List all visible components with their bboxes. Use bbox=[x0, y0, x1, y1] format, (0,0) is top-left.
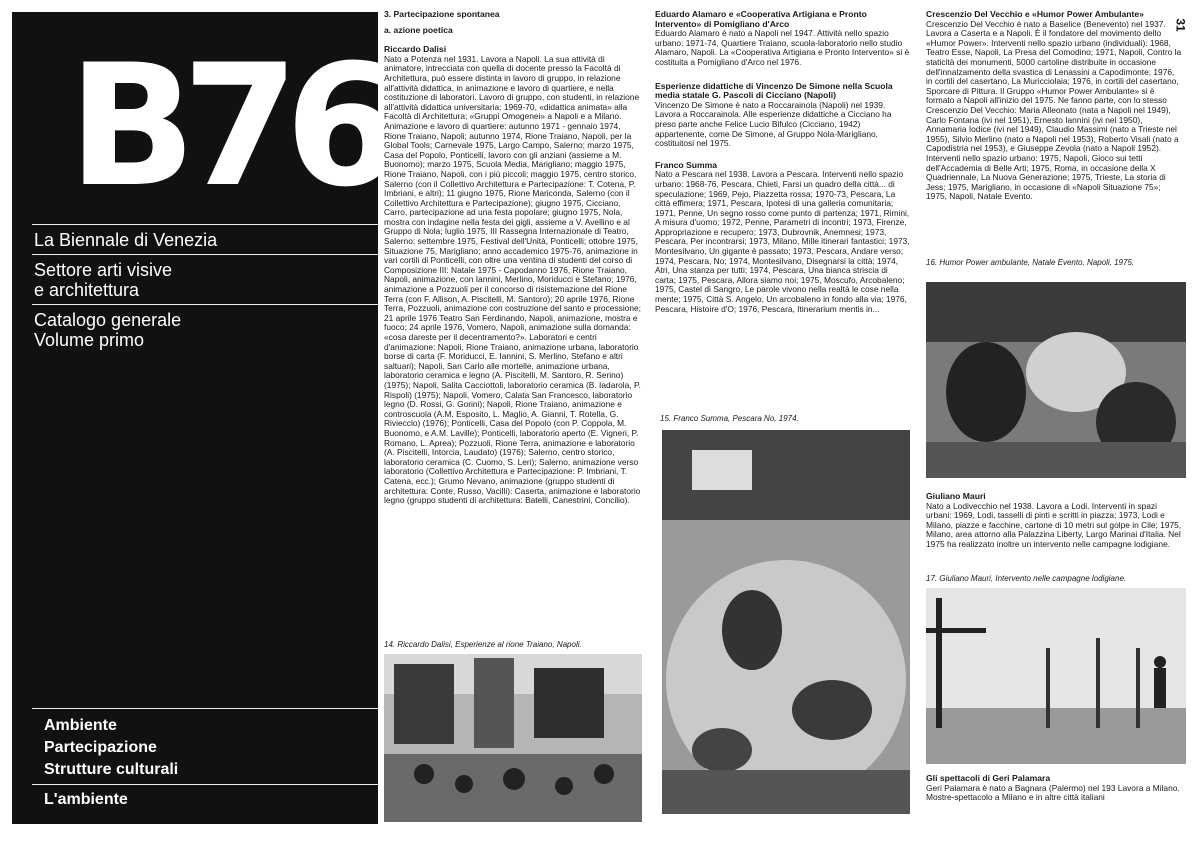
cover-bottom-4: L'ambiente bbox=[44, 791, 128, 808]
heading-palamara: Gli spettacoli di Geri Palamara bbox=[926, 774, 1051, 783]
logo-text: B76 bbox=[68, 28, 388, 224]
page-number: 31 bbox=[1173, 18, 1188, 32]
caption-15 bbox=[660, 414, 910, 423]
divider bbox=[32, 784, 378, 785]
figure-caption: 15. Franco Summa, Pescara No, 1974. bbox=[660, 414, 799, 423]
text-de-simone: Vincenzo De Simone è nato a Roccarainola (Napoli) nel 1939. Lavora a Roccarainola. Alle esperienze didattiche a Cicciano ha preso parte anche Felice Lucio Bifulco (Cicciano, 1942) appartenente, come De Simone, al Gruppo Nola-Marigliano, costituitosi nel 1975. bbox=[655, 99, 892, 149]
caption-17 bbox=[926, 574, 1182, 583]
cover-bottom-2: Partecipazione bbox=[44, 739, 157, 756]
column-3-mauri bbox=[926, 492, 1182, 550]
artist-name: Riccardo Dalisi bbox=[384, 44, 447, 55]
text-alamaro: Eduardo Alamaro è nato a Napoli nel 1947. Attività nello spazio urbano: 1971-74, Quartiere Traiano, scuola-laboratorio nello studio Alamaro, Napoli. La «Cooperativa Artigiana e Pronto Intervento» si è costituita a Pomigliano d'Arco nel 1976. bbox=[655, 28, 910, 67]
heading-summa: Franco Summa bbox=[655, 159, 718, 170]
heading-de-simone: Esperienze didattiche di Vincenzo De Simone nella Scuola media statale G. Pascoli di Cicciano (Napoli) bbox=[655, 80, 893, 101]
photo-17 bbox=[926, 588, 1186, 764]
heading-del-vecchio: Crescenzio Del Vecchio e «Humor Power Ambulante» bbox=[926, 10, 1144, 19]
cover-line-3: e architettura bbox=[34, 280, 140, 300]
divider bbox=[32, 304, 378, 305]
photo-15 bbox=[662, 430, 910, 814]
figure-caption: 17. Giuliano Mauri, Intervento nelle campagne lodigiane. bbox=[926, 574, 1127, 583]
cover-line-4: Catalogo generale bbox=[34, 310, 182, 330]
cover-line-2: Settore arti visive bbox=[34, 260, 173, 280]
caption-16 bbox=[926, 258, 1182, 267]
cover-bottom-1: Ambiente bbox=[44, 717, 117, 734]
artist-bio: Nato a Potenza nel 1931. Lavora a Napoli. La sua attività di animatore, intrecciata con quella di docente presso la Facoltà di Architettura, può essere distinta in lavoro di gruppo, in relazione all'attività didattica, in animazione e lavoro di quartiere, e nella costituzione di laboratori. Lavoro di gruppo, con studenti, in relazione all'attività didattica universitaria: 1969-70, «didattica animata» alla Facoltà di Architettura; «Gruppi Omogenei» a Napoli e a Milano. Animazione e lavoro di quartiere: autunno 1971 - gennaio 1974, Rione Traiano, Napoli; autunno 1974, Rione Traiano, Napoli, per la Global Tools; Carnevale 1975, Largo Campo, Salerno; marzo 1975, Casa del Popolo, Ponticelli, lavoro con gli anziani (assieme a M. Buonomo); marzo 1975, Scuola Media, Marigliano; maggio 1975, Rione Traiano, Napoli, con i più piccoli; maggio 1975, centro storico, Salerno (con il Collettivo Architettura e Partecipazione: T. Cotena, P. Imbriani, e altri); 11 giugno 1975, Rione Mariconda, Salerno (con il Collettivo Architettura e Partecipazione); giugno 1975, Cicciano, Carro, partecipazione ad una festa popolare; giugno 1975, Nola, mostra con indagine nella festa dei gigli, assieme a V. Avellino e al Gruppo di Nola; luglio 1975, III Rassegna Internazionale di Teatro, Salerno; settembre 1975, Festival dell'Unità, Ponticelli; ottobre 1975, Situazione 75, Marigliano; anno accademico 1975-76, animazione in vari cortili di Ponticelli, con oltre una ventina di studenti del corso di Composizione III: Natale 1975 - Capodanno 1976, Rione Traiano, Napoli, animazione, con Iannini, Merlino, Moriducci e Stefano; 1976, animazione a Pozzuoli per il concorso di risistemazione del Rione Terra (con F. Allison, A. Piscitelli, M. Santoro); 20 aprile 1976, Rione Terra, Pozzuoli, animazione con costruzione del santo e processione; 21 aprile 1976 Teatro San Ferdinando, Napoli, animazione, mostra e fuoco; 24 aprile 1976, Vomero, Napoli, animazione sulla domanda: «cosa dareste per il decentramento?». Laboratori e centri d'animazione: Napoli, Rione Traiano, animazione urbana, laboratorio borse di carta (F. Moriducci, E. Iannini, S. Merlino, Stefano e altri saltuari); Napoli, San Carlo alle mortelle, animazione urbana, laboratorio ceramica e legno (A. Piscitelli, M. Santoro, R. Serino) (1975); Napoli, Salita Cacciottoli, laboratorio ceramica (B. Iadarola, P. Rispoli) (1975); Napoli, Vomero, Calata San Francesco, laboratorio legno (D. Rossi, G. Gorini); Napoli, Rione Traiano, animazione e controscuola (A.M. Esposito, L. Maglio, A. Gianni, T. Rotella, G. Riviecclo) (1976); Ponticelli, Casa del Popolo (con P. Coppola, M. Buonomo, e A.M. Laville); Ponticelli, laboratorio aperto (E. Vigneri, P. Romano, L. Aprea); Pozzuoli, Rione Terra, animazione e laboratorio (A. Piscitelli, Intorcia, Laudato) (1976); Salerno, centro storico, laboratorio ceramica (C. Cuomo, S. Leri); Salerno, animazione verso laboratorio (Collettivo Architettura e Partecipazione: P. Imbriani, T. Catena, ecc.); Grumo Nevano, animazione (gruppo studenti di architettura: Conte, Russo, Vacilli): Caserta, animazione e laboratorio legno (gruppo studenti di architettura: Batelli, Canestrini, Concilio). bbox=[384, 53, 641, 506]
divider bbox=[32, 224, 378, 225]
divider bbox=[32, 254, 378, 255]
column-1 bbox=[384, 10, 642, 642]
column-2 bbox=[655, 10, 910, 382]
cover-bottom-3: Strutture culturali bbox=[44, 761, 179, 778]
divider bbox=[32, 708, 378, 709]
figure-caption: 14. Riccardo Dalisi, Esperienze al rione Traiano, Napoli. bbox=[384, 640, 582, 649]
logo bbox=[30, 28, 388, 226]
heading-mauri: Giuliano Mauri bbox=[926, 491, 986, 501]
subsection-title: a. azione poetica bbox=[384, 24, 453, 35]
column-3-palamara bbox=[926, 774, 1182, 812]
cover-line-1: La Biennale di Venezia bbox=[34, 230, 218, 250]
text-palamara: Geri Palamara è nato a Bagnara (Palermo) nel 193 Lavora a Milano. Mostre-spettacolo a Milano e in altre città italiani bbox=[926, 782, 1180, 803]
photo-16 bbox=[926, 282, 1186, 478]
section-title: 3. Partecipazione spontanea bbox=[384, 10, 500, 19]
text-mauri: Nato a Lodivecchio nel 1938. Lavora a Lodi. Interventi in spazi urbani: 1969, Lodi, tasselli di pinti e scritti in piazza; 1973, Lodi e Milano, piazze e facchine, cartone di 10 metri sul golpe in Cile; 1975, Milano, area attorno alla Palazzina Liberty, Largo Marinai d'Italia. Nel 1975 ha realizzato inoltre un intervento nelle campagne lodigiane. bbox=[926, 500, 1182, 549]
cover-line-5: Volume primo bbox=[34, 330, 145, 350]
photo-14 bbox=[384, 654, 642, 822]
column-3 bbox=[926, 10, 1182, 286]
caption-14 bbox=[384, 640, 642, 649]
heading-alamaro: Eduardo Alamaro e «Cooperativa Artigiana e Pronto Intervento» di Pomigliano d'Arco bbox=[655, 10, 867, 29]
figure-caption: 16. Humor Power ambulante, Natale Evento, Napoli, 1975. bbox=[926, 258, 1135, 267]
text-del-vecchio: Crescenzio Del Vecchio è nato a Baselice (Benevento) nel 1937. Lavora a Caserta e a Napoli. È il fondatore del movimento dello «Humor Power». Interventi nello spazio urbano (individuali): 1968, Teatro Esse, Napoli, La Presa del Comodino; 1971, Napoli, Contro la staticità dei monumenti, 5000 cartoline distribuite in occasione dell'innalzamento della svastica di Lenassini a Capodimonte; 1976, in cortili del casertano, La Muricciolaia; 1976, in cortili del casertano, Sporcare di Pittura. Il Gruppo «Humor Power Ambulante» si è formato a Napoli all'inizio del 1975. Ne fanno parte, con lo stesso Crescenzio Del Vecchio: Maria Alleonato (nata a Napoli nel 1949), Carlo Fontana (ivi nel 1951), Ernesto Iannini (ivi nel 1950), Annamaria Iodice (ivi nel 1949), Claudio Massimi (nato a Trieste nel 1955), Silvio Merlino (nato a Napoli nel 1953), Roberto Visali (nato a Capodistria nel 1953), e Giuseppe Zevola (nato a Napoli 1952). Interventi nello spazio urbano: 1975, Napoli, Gioco sui tetti dell'Accademia di Belle Arti; 1975, Roma, in occasione della X Quadriennale, La Nuova Generazione; 1975, Trieste, La storia di Jess; 1975, Marigliano, in occasione di «Napoli Situazione 75»; 1975, Napoli, Natale Evento. bbox=[926, 18, 1182, 202]
text-summa: Nato a Pescara nel 1938. Lavora a Pescara. Interventi nello spazio urbano: 1968-76, Pescara, Chieti, Farsi un quadro della città... di speculazione; 1969, Pejo, Piazzetta rossa; 1970-73, Pescara, La città effimera; 1971, Pescara, Ipotesi di una galleria comunitaria; 1971, Penne, Un segno rosso come punto di partenza; 1971, Rimini, A misura d'uomo; 1972, Penne, Parametri di incontri; 1973, Firenze, Appropriazione e recupero; 1973, Dubrovnik, Anemnesi; 1973, Pescara, Per incontrarsi; 1973, Milano, Mille itinerari fantastici; 1973, Montesilvano, Un gigante è passato; 1973, Pescara, Andare verso; 1974, Pescara, No; 1974, Montesilvano, Disegnarsi la città; 1974, Atri, Una stanza per tutti; 1974, Pescara, Una bianca striscia di carta; 1975, Pescara, Allora siamo noi; 1975, Moscufo, Arcobaleno; 1975, Castel di Sangro, Le parole vivono nella realtà le cose nella mente; 1975, Città S. Angelo, Un arcobaleno in fondo alla via; 1976, Pescara, Histoire d'O; 1976, Pescara, Itinerarium mentis in... bbox=[655, 169, 910, 314]
cover-panel bbox=[12, 12, 388, 824]
